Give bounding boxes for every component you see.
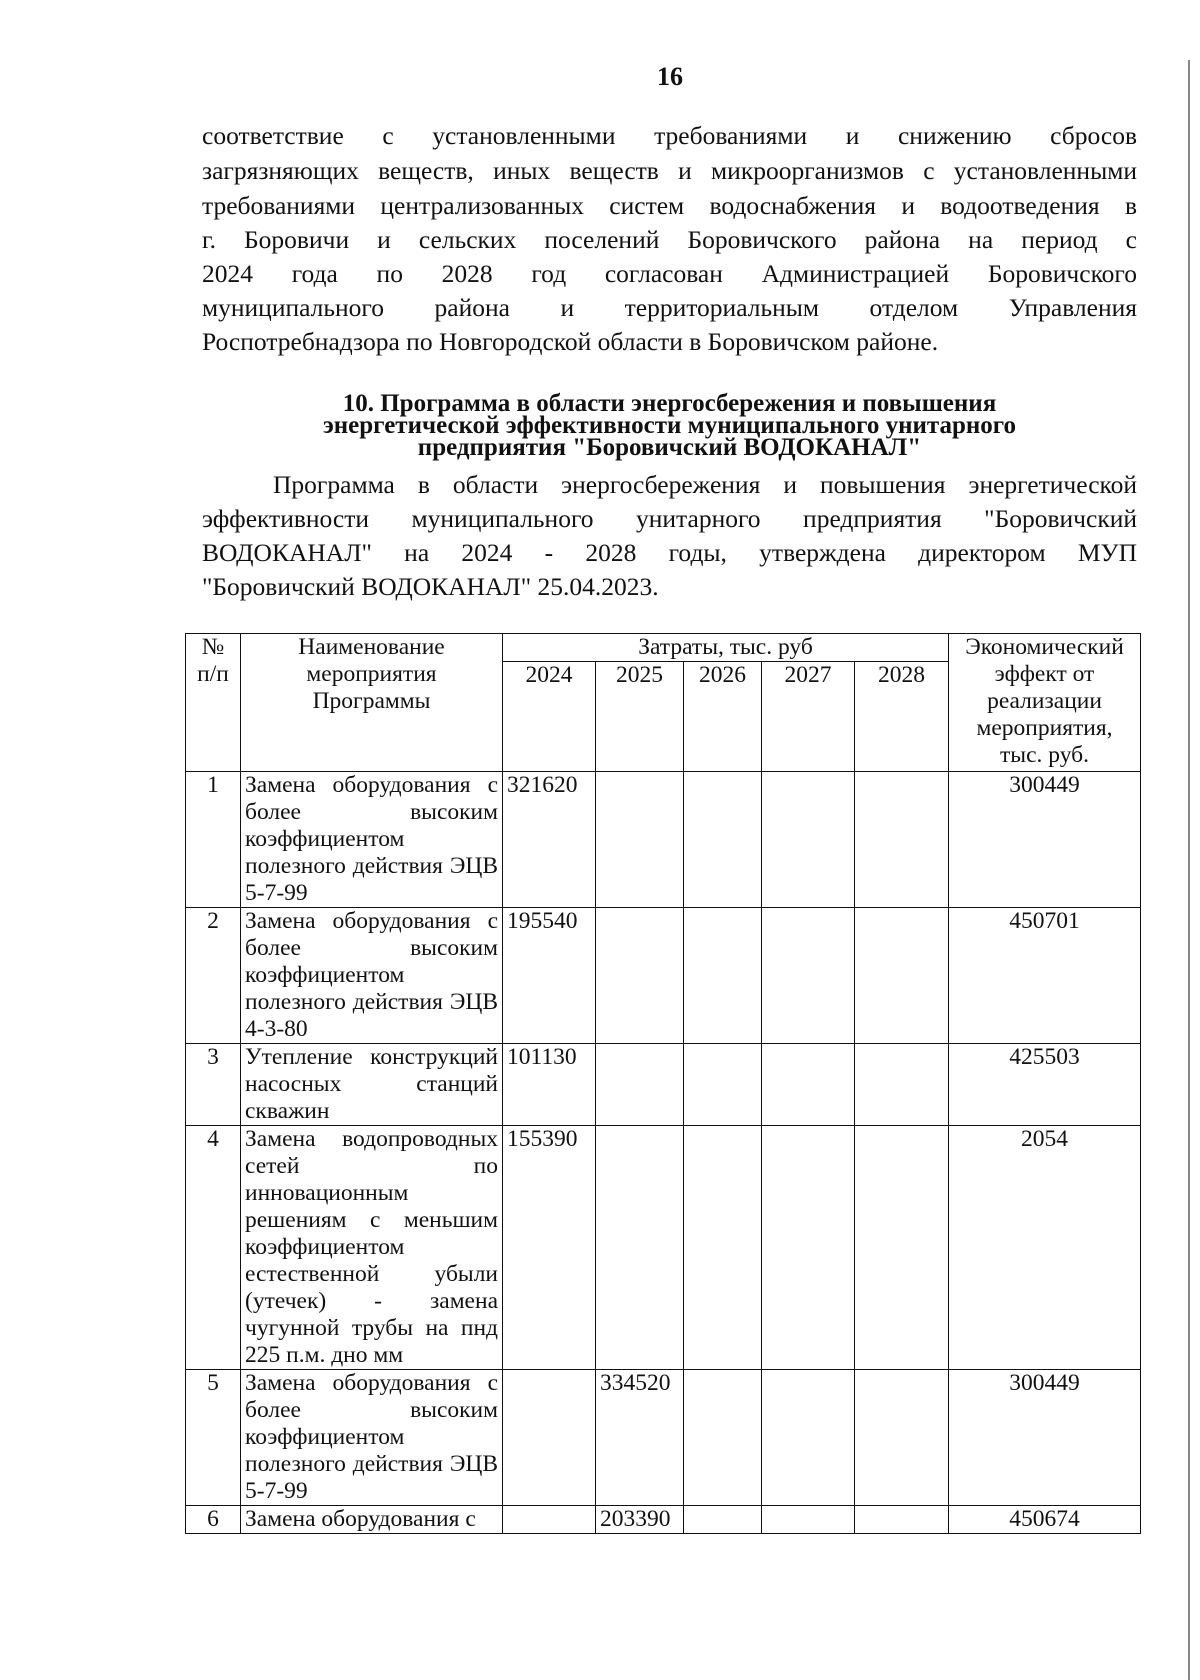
row-effect: 450674 [949,1506,1141,1534]
row-2028 [855,1370,949,1506]
row-2026 [684,1370,762,1506]
row-effect: 300449 [949,1370,1141,1506]
row-2026 [684,772,762,908]
row-2024 [503,1506,596,1534]
row-2024: 101130 [503,1044,596,1126]
header-year-2027: 2027 [762,662,855,772]
row-num: 3 [186,1044,241,1126]
row-effect: 450701 [949,908,1141,1044]
heading-line-2: энергетической эффективности муниципального унитарного [322,412,1017,439]
row-num: 5 [186,1370,241,1506]
table-row [186,1370,1141,1506]
row-effect: 425503 [949,1044,1141,1126]
row-name: Замена оборудования с более высоким коэффициентом полезного действия ЭЦВ 5-7-99 [241,772,503,908]
body-line-2: эффективности муниципального унитарного предприятия "Боровичский [202,504,1137,533]
scan-edge-line [1188,60,1190,1680]
heading-line-1: 10. Программа в области энергосбережения и повышения [342,390,997,417]
row-name: Утепление конструкций насосных станций скважин [241,1044,503,1126]
header-year-2028: 2028 [855,662,949,772]
row-num: 1 [186,772,241,908]
row-2027 [762,1506,855,1534]
header-effect: Экономический эффект от реализации мероприятия, тыс. руб. [949,634,1141,772]
section-heading [202,390,1137,461]
header-year-2026: 2026 [684,662,762,772]
page-number: 16 [657,62,683,91]
row-2028 [855,1044,949,1126]
row-2025 [596,908,684,1044]
intro-line-1: соответствие с установленными требованиями и снижению сбросов [202,121,1137,150]
row-2026 [684,1126,762,1370]
row-num: 2 [186,908,241,1044]
row-2027 [762,1044,855,1126]
header-num: № п/п [186,634,241,772]
row-2024: 321620 [503,772,596,908]
table-row [186,908,1141,1044]
row-2025 [596,1044,684,1126]
table-row [186,1506,1141,1534]
heading-line-3: предприятия "Боровичский ВОДОКАНАЛ" [417,434,922,461]
intro-line-4: г. Боровичи и сельских поселений Боровичского района на период с [202,225,1137,254]
body-line-1: Программа в области энергосбережения и повышения энергетической [273,470,1137,499]
row-name: Замена водопроводных сетей по инновационным решениям с меньшим коэффициентом естественной убыли (утечек) - замена чугунной трубы на пнд 225 п.м. дно мм [241,1126,503,1370]
row-2026 [684,1044,762,1126]
intro-line-5: 2024 года по 2028 год согласован Администрацией Боровичского [202,259,1137,288]
intro-line-3: требованиями централизованных систем водоснабжения и водоотведения в [202,191,1137,220]
row-2028 [855,1506,949,1534]
row-2027 [762,772,855,908]
row-2024 [503,1370,596,1506]
row-2025 [596,1126,684,1370]
row-name: Замена оборудования с более высоким коэффициентом полезного действия ЭЦВ 4-3-80 [241,908,503,1044]
row-2025: 334520 [596,1370,684,1506]
row-num: 6 [186,1506,241,1534]
row-2028 [855,772,949,908]
table-row [186,1044,1141,1126]
row-2027 [762,908,855,1044]
row-2025: 203390 [596,1506,684,1534]
table-row [186,772,1141,908]
row-2028 [855,1126,949,1370]
row-2028 [855,908,949,1044]
row-effect: 2054 [949,1126,1141,1370]
row-2026 [684,1506,762,1534]
header-costs: Затраты, тыс. руб [503,634,949,662]
row-effect: 300449 [949,772,1141,908]
table-row [186,1126,1141,1370]
row-name: Замена оборудования с более высоким коэффициентом полезного действия ЭЦВ 5-7-99 [241,1370,503,1506]
body-line-3: ВОДОКАНАЛ" на 2024 - 2028 годы, утверждена директором МУП [202,538,1137,567]
row-2027 [762,1370,855,1506]
header-year-2024: 2024 [503,662,596,772]
program-table [185,633,1141,1534]
row-2024: 155390 [503,1126,596,1370]
row-2025 [596,772,684,908]
intro-line-7: Роспотребнадзора по Новгородской области в Боровичском районе. [202,327,939,356]
header-year-2025: 2025 [596,662,684,772]
header-name: Наименование мероприятия Программы [241,634,503,772]
row-2027 [762,1126,855,1370]
row-2024: 195540 [503,908,596,1044]
intro-line-2: загрязняющих веществ, иных веществ и микроорганизмов с установленными [202,156,1137,185]
body-line-4: "Боровичский ВОДОКАНАЛ" 25.04.2023. [202,572,659,601]
row-name: Замена оборудования с [241,1506,503,1534]
row-num: 4 [186,1126,241,1370]
intro-line-6: муниципального района и территориальным отделом Управления [202,293,1137,322]
row-2026 [684,908,762,1044]
